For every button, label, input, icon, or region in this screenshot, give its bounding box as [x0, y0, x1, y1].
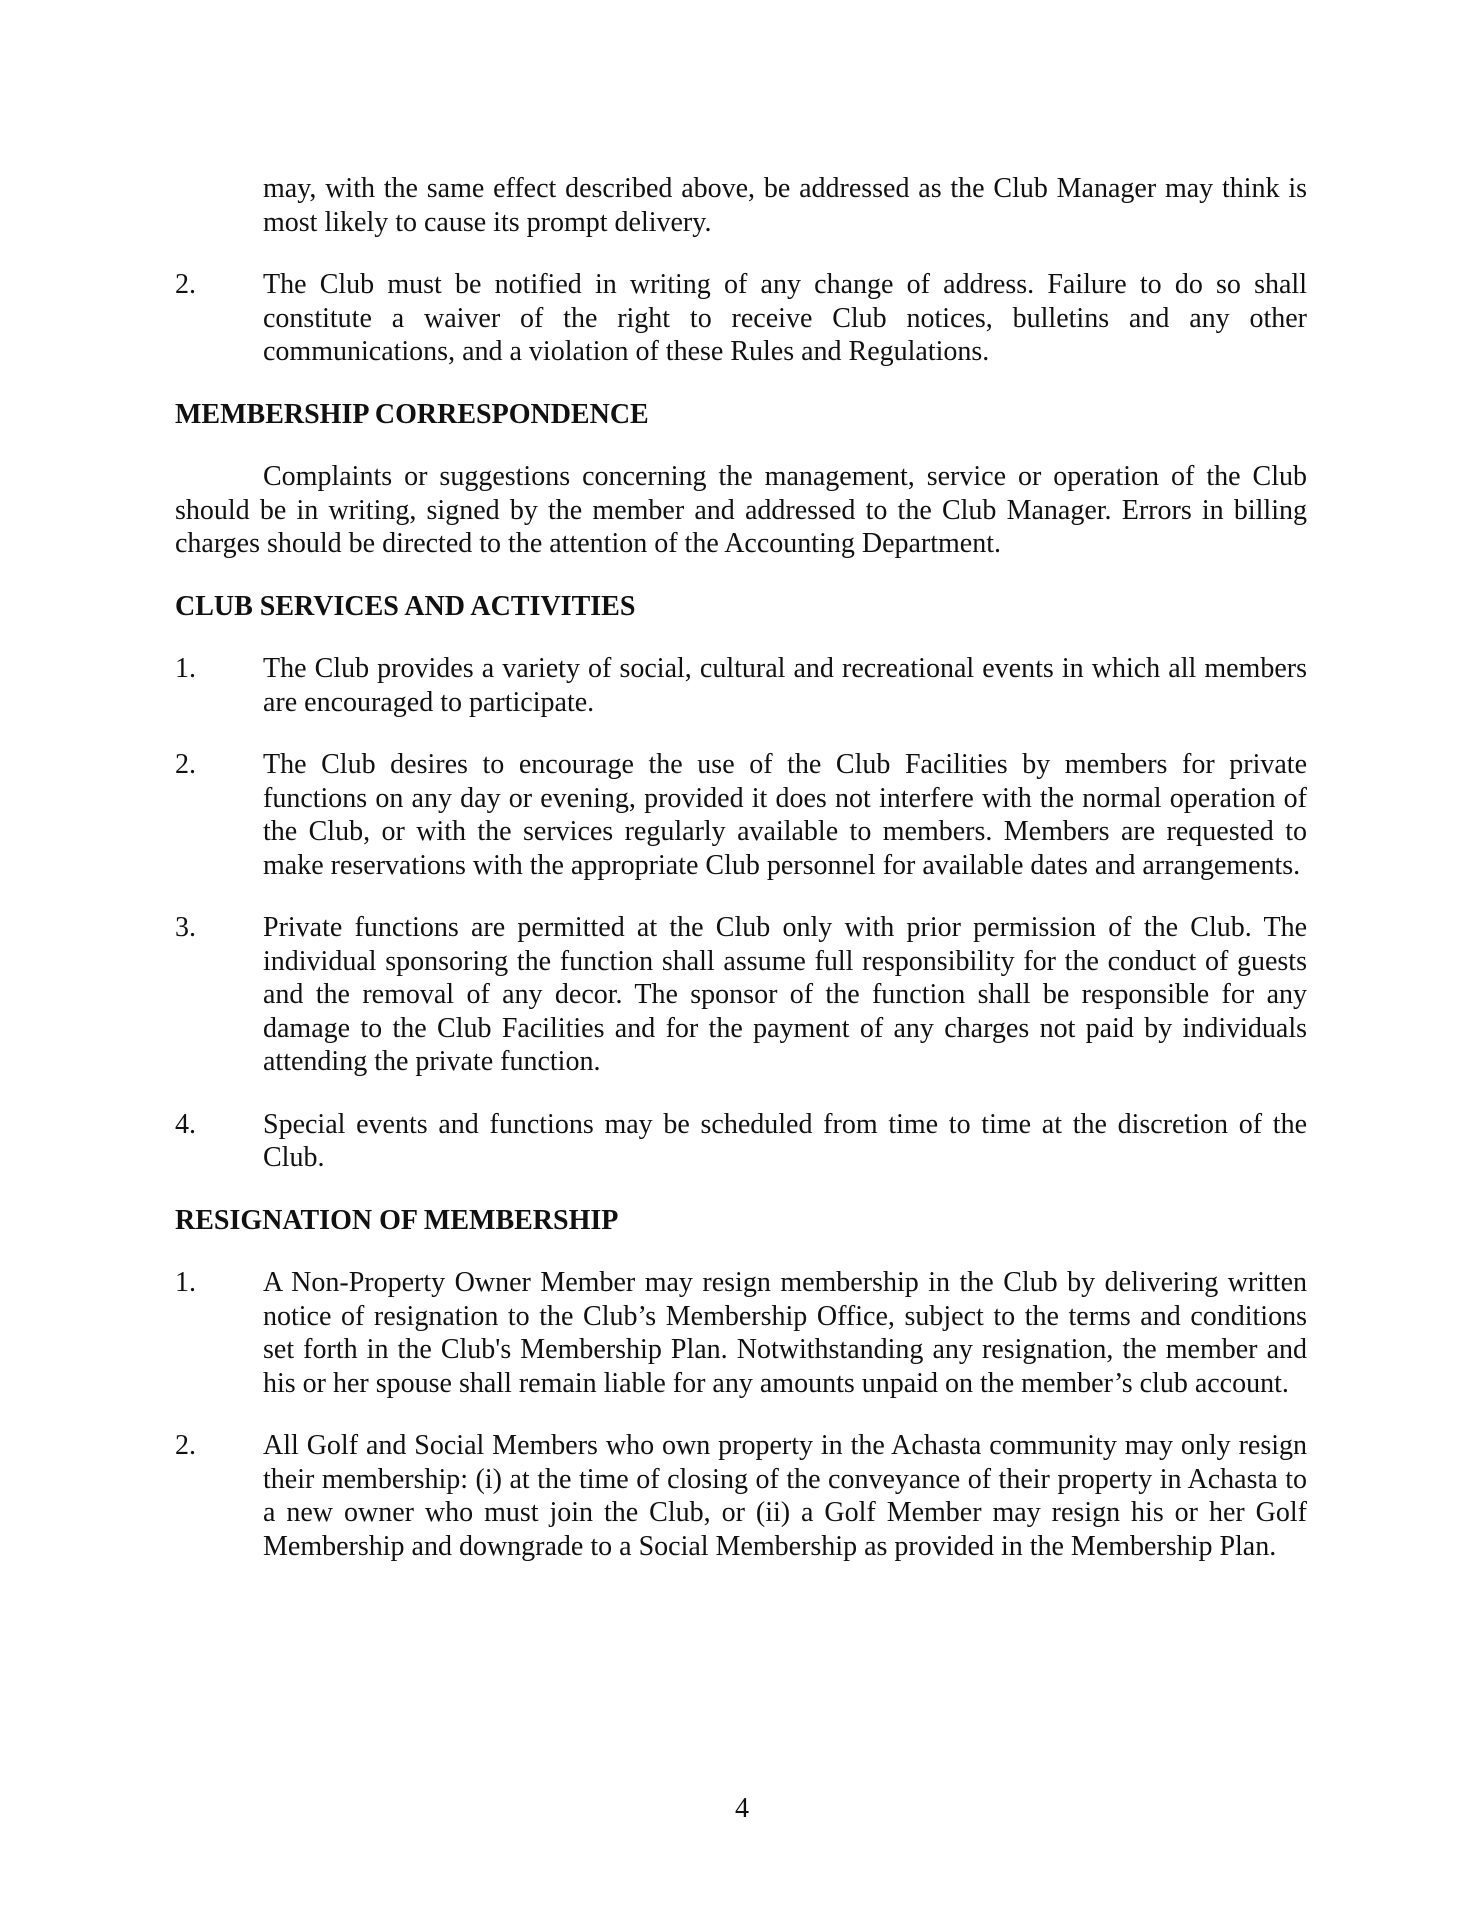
- list-item: [175, 748, 1307, 882]
- page-number: 4: [735, 1793, 749, 1824]
- list-item: [175, 1266, 1307, 1400]
- continuation-paragraph: may, with the same effect described above, be addressed as the Club Manager may think is most likely to cause its prompt delivery.: [263, 173, 1307, 238]
- list-item-number: 2.: [175, 1430, 196, 1461]
- page-body: [175, 172, 1307, 1592]
- list-item-number: 2.: [175, 269, 196, 300]
- list-item-number: 2.: [175, 749, 196, 780]
- correspondence-paragraph: Complaints or suggestions concerning the management, service or operation of the Club should be in writing, signed by the member and addressed to the Club Manager. Errors in billing charges should be directed to the attention of the Accounting Department.: [175, 461, 1307, 559]
- section-heading-resignation: RESIGNATION OF MEMBERSHIP: [175, 1204, 619, 1236]
- list-item-text: All Golf and Social Members who own property in the Achasta community may only resign their membership: (i) at the time of closing of the conveyance of their property in Achasta to a new owner who must join the Club, or (ii) a Golf Member may resign his or her Golf Membership and downgrade to a Social Membership as provided in the Membership Plan.: [263, 1430, 1307, 1562]
- list-item: [175, 268, 1307, 369]
- list-item-text: A Non-Property Owner Member may resign membership in the Club by delivering written notice of resignation to the Club’s Membership Office, subject to the terms and conditions set forth in the Club's Membership Plan. Notwithstanding any resignation, the member and his or her spouse shall remain liable for any amounts unpaid on the member’s club account.: [263, 1267, 1307, 1399]
- list-item: [175, 1429, 1307, 1563]
- list-item-text: The Club provides a variety of social, cultural and recreational events in which all members are encouraged to participate.: [263, 653, 1307, 718]
- list-item: [175, 911, 1307, 1079]
- section-heading-correspondence: MEMBERSHIP CORRESPONDENCE: [175, 398, 649, 430]
- list-item-number: 3.: [175, 912, 196, 943]
- list-item-text: Private functions are permitted at the Club only with prior permission of the Club. The individual sponsoring the function shall assume full responsibility for the conduct of guests and the removal of any decor. The sponsor of the function shall be responsible for any damage to the Club Facilities and for the payment of any charges not paid by individuals attending the private function.: [263, 912, 1307, 1077]
- list-item: [175, 652, 1307, 719]
- list-item-text: Special events and functions may be scheduled from time to time at the discretion of the Club.: [263, 1108, 1307, 1173]
- list-item-number: 4.: [175, 1108, 196, 1140]
- section-heading-services: CLUB SERVICES AND ACTIVITIES: [175, 590, 636, 622]
- list-item-number: 1.: [175, 653, 196, 684]
- list-item: [175, 1108, 1307, 1175]
- list-item-text: The Club must be notified in writing of any change of address. Failure to do so shall constitute a waiver of the right to receive Club notices, bulletins and any other communications, and a violation of these Rules and Regulations.: [263, 269, 1307, 367]
- list-item-number: 1.: [175, 1267, 196, 1298]
- list-item-text: The Club desires to encourage the use of the Club Facilities by members for private functions on any day or evening, provided it does not interfere with the normal operation of the Club, or with the services regularly available to members. Members are requested to make reservations with the appropriate Club personnel for available dates and arrangements.: [263, 749, 1307, 881]
